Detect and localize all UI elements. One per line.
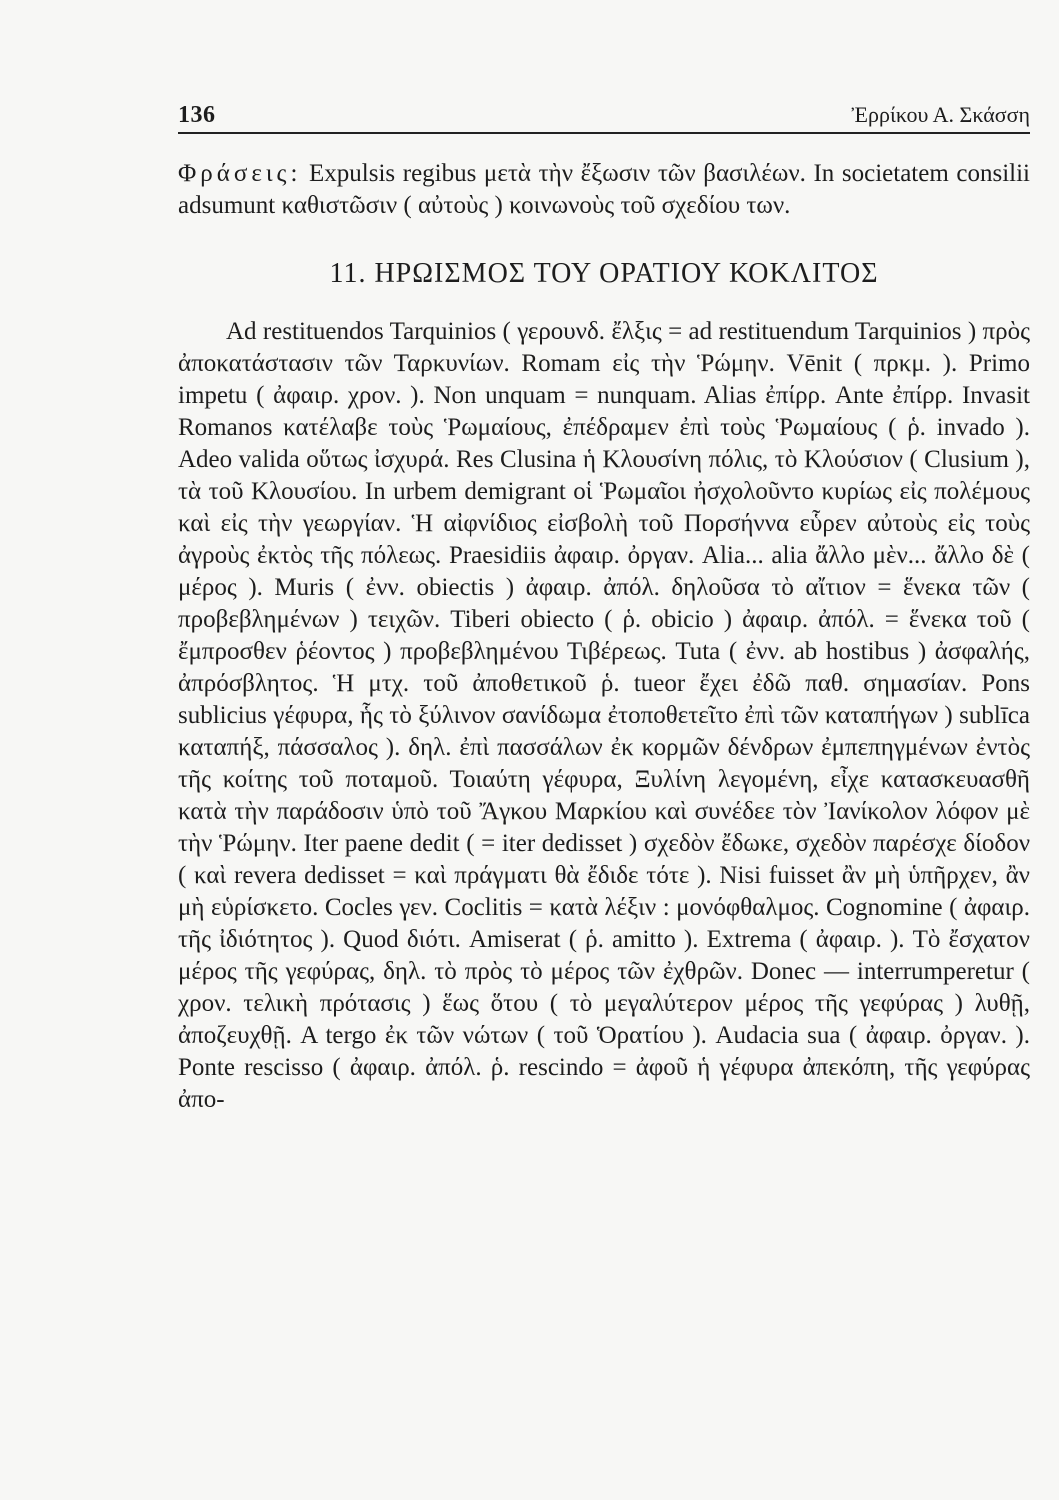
section-title: 11. ΗΡΩΙΣΜΟΣ ΤΟΥ ΟΡΑΤΙΟΥ ΚΟΚΛΙΤΟΣ: [329, 258, 879, 289]
page-header: [178, 92, 1030, 132]
header-rule: [178, 132, 1030, 134]
commentary-paragraph: Ad restituendos Tarquinios ( γερουνδ. ἔλξις = ad restituendum Tarquinios ) πρὸς ἀποκατάστασιν τῶν Ταρκυνίων. Romam εἰς τὴν Ῥώμην. Vēnit ( πρκμ. ). Primo impetu ( ἀφαιρ. χρον. ). Non unquam = nunquam. Alias ἐπίρρ. Ante ἐπίρρ. Invasit Romanos κατέλαβε τοὺς Ῥωμαίους, ἐπέδραμεν ἐπὶ τοὺς Ῥωμαίους ( ῥ. invado ). Adeo valida οὕτως ἰσχυρά. Res Clusina ἡ Κλουσίνη πόλις, τὸ Κλούσιον ( Clusium ), τὰ τοῦ Κλουσίου. In urbem demigrant οἱ Ῥωμαῖοι ἠσχολοῦντο κυρίως εἰς πολέμους καὶ εἰς τὴν γεωργίαν. Ἡ αἰφνίδιος εἰσβολὴ τοῦ Πορσήννα εὗρεν αὐτοὺς εἰς τοὺς ἀγροὺς ἐκτὸς τῆς πόλεως. Praesidiis ἀφαιρ. ὀργαν. Alia... alia ἄλλο μὲν... ἄλλο δὲ ( μέρος ). Muris ( ἐνν. obiectis ) ἀφαιρ. ἀπόλ. δηλοῦσα τὸ αἴτιον = ἕνεκα τῶν ( προβεβλημένων ) τειχῶν. Tiberi obiecto ( ῥ. obicio ) ἀφαιρ. ἀπόλ. = ἕνεκα τοῦ ( ἔμπροσθεν ῥέοντος ) προβεβλημένου Τιβέρεως. Tuta ( ἐνν. ab hostibus ) ἀσφαλής, ἀπρόσβλητος. Ἡ μτχ. τοῦ ἀποθετικοῦ ῥ. tueor ἔχει ἐδῶ παθ. σημασίαν. Pons sublicius γέφυρα, ἧς τὸ ξύλινον σανίδωμα ἐτοποθετεῖτο ἐπὶ τῶν καταπήγων ) sublīca καταπήξ, πάσσαλος ). δηλ. ἐπὶ πασσάλων ἐκ κορμῶν δένδρων ἐμπεπηγμένων ἐντὸς τῆς κοίτης τοῦ ποταμοῦ. Τοιαύτη γέφυρα, Ξυλίνη λεγομένη, εἶχε κατασκευασθῆ κατὰ τὴν παράδοσιν ὑπὸ τοῦ Ἄγκου Μαρκίου καὶ συνέδεε τὸν Ἰανίκολον λόφον μὲ τὴν Ῥώμην. Iter paene dedit ( = iter dedisset ) σχεδὸν ἔδωκε, σχεδὸν παρέσχε δίοδον ( καὶ revera dedisset = καὶ πράγματι θὰ ἔδιδε τότε ). Nisi fuisset ἂν μὴ ὑπῆρχεν, ἂν μὴ εὑρίσκετο. Cocles γεν. Coclitis = κατὰ λέξιν : μονόφθαλμος. Cognomine ( ἀφαιρ. τῆς ἰδιότητος ). Quod διότι. Amiserat ( ῥ. amitto ). Extrema ( ἀφαιρ. ). Τὸ ἔσχατον μέρος τῆς γεφύρας, δηλ. τὸ πρὸς τὸ μέρος τῶν ἐχθρῶν. Donec — interrumperetur ( χρον. τελικὴ πρότασις ) ἕως ὅτου ( τὸ μεγαλύτερον μέρος τῆς γεφύρας ) λυθῇ, ἀποζευχθῇ. A tergo ἐκ τῶν νώτων ( τοῦ Ὁρατίου ). Audacia sua ( ἀφαιρ. ὀργαν. ). Ponte rescisso ( ἀφαιρ. ἀπόλ. ῥ. rescindo = ἀφοῦ ἡ γέφυρα ἀπεκόπη, τῆς γεφύρας ἀπο-: [178, 318, 1030, 1113]
phrases-paragraph: [178, 158, 1030, 222]
page-number: 136: [178, 102, 216, 128]
phrases-text: Expulsis regibus μετὰ τὴν ἔξωσιν τῶν βασιλέων. In societatem consilii adsumunt καθιστῶσιν ( αὐτοὺς ) κοινωνοὺς τοῦ σχεδίου των.: [178, 160, 1031, 219]
page-content: [178, 158, 1030, 1116]
running-title: Ἐρρίκου Α. Σκάσση: [851, 102, 1030, 127]
phrases-label: Φράσεις:: [178, 160, 302, 187]
